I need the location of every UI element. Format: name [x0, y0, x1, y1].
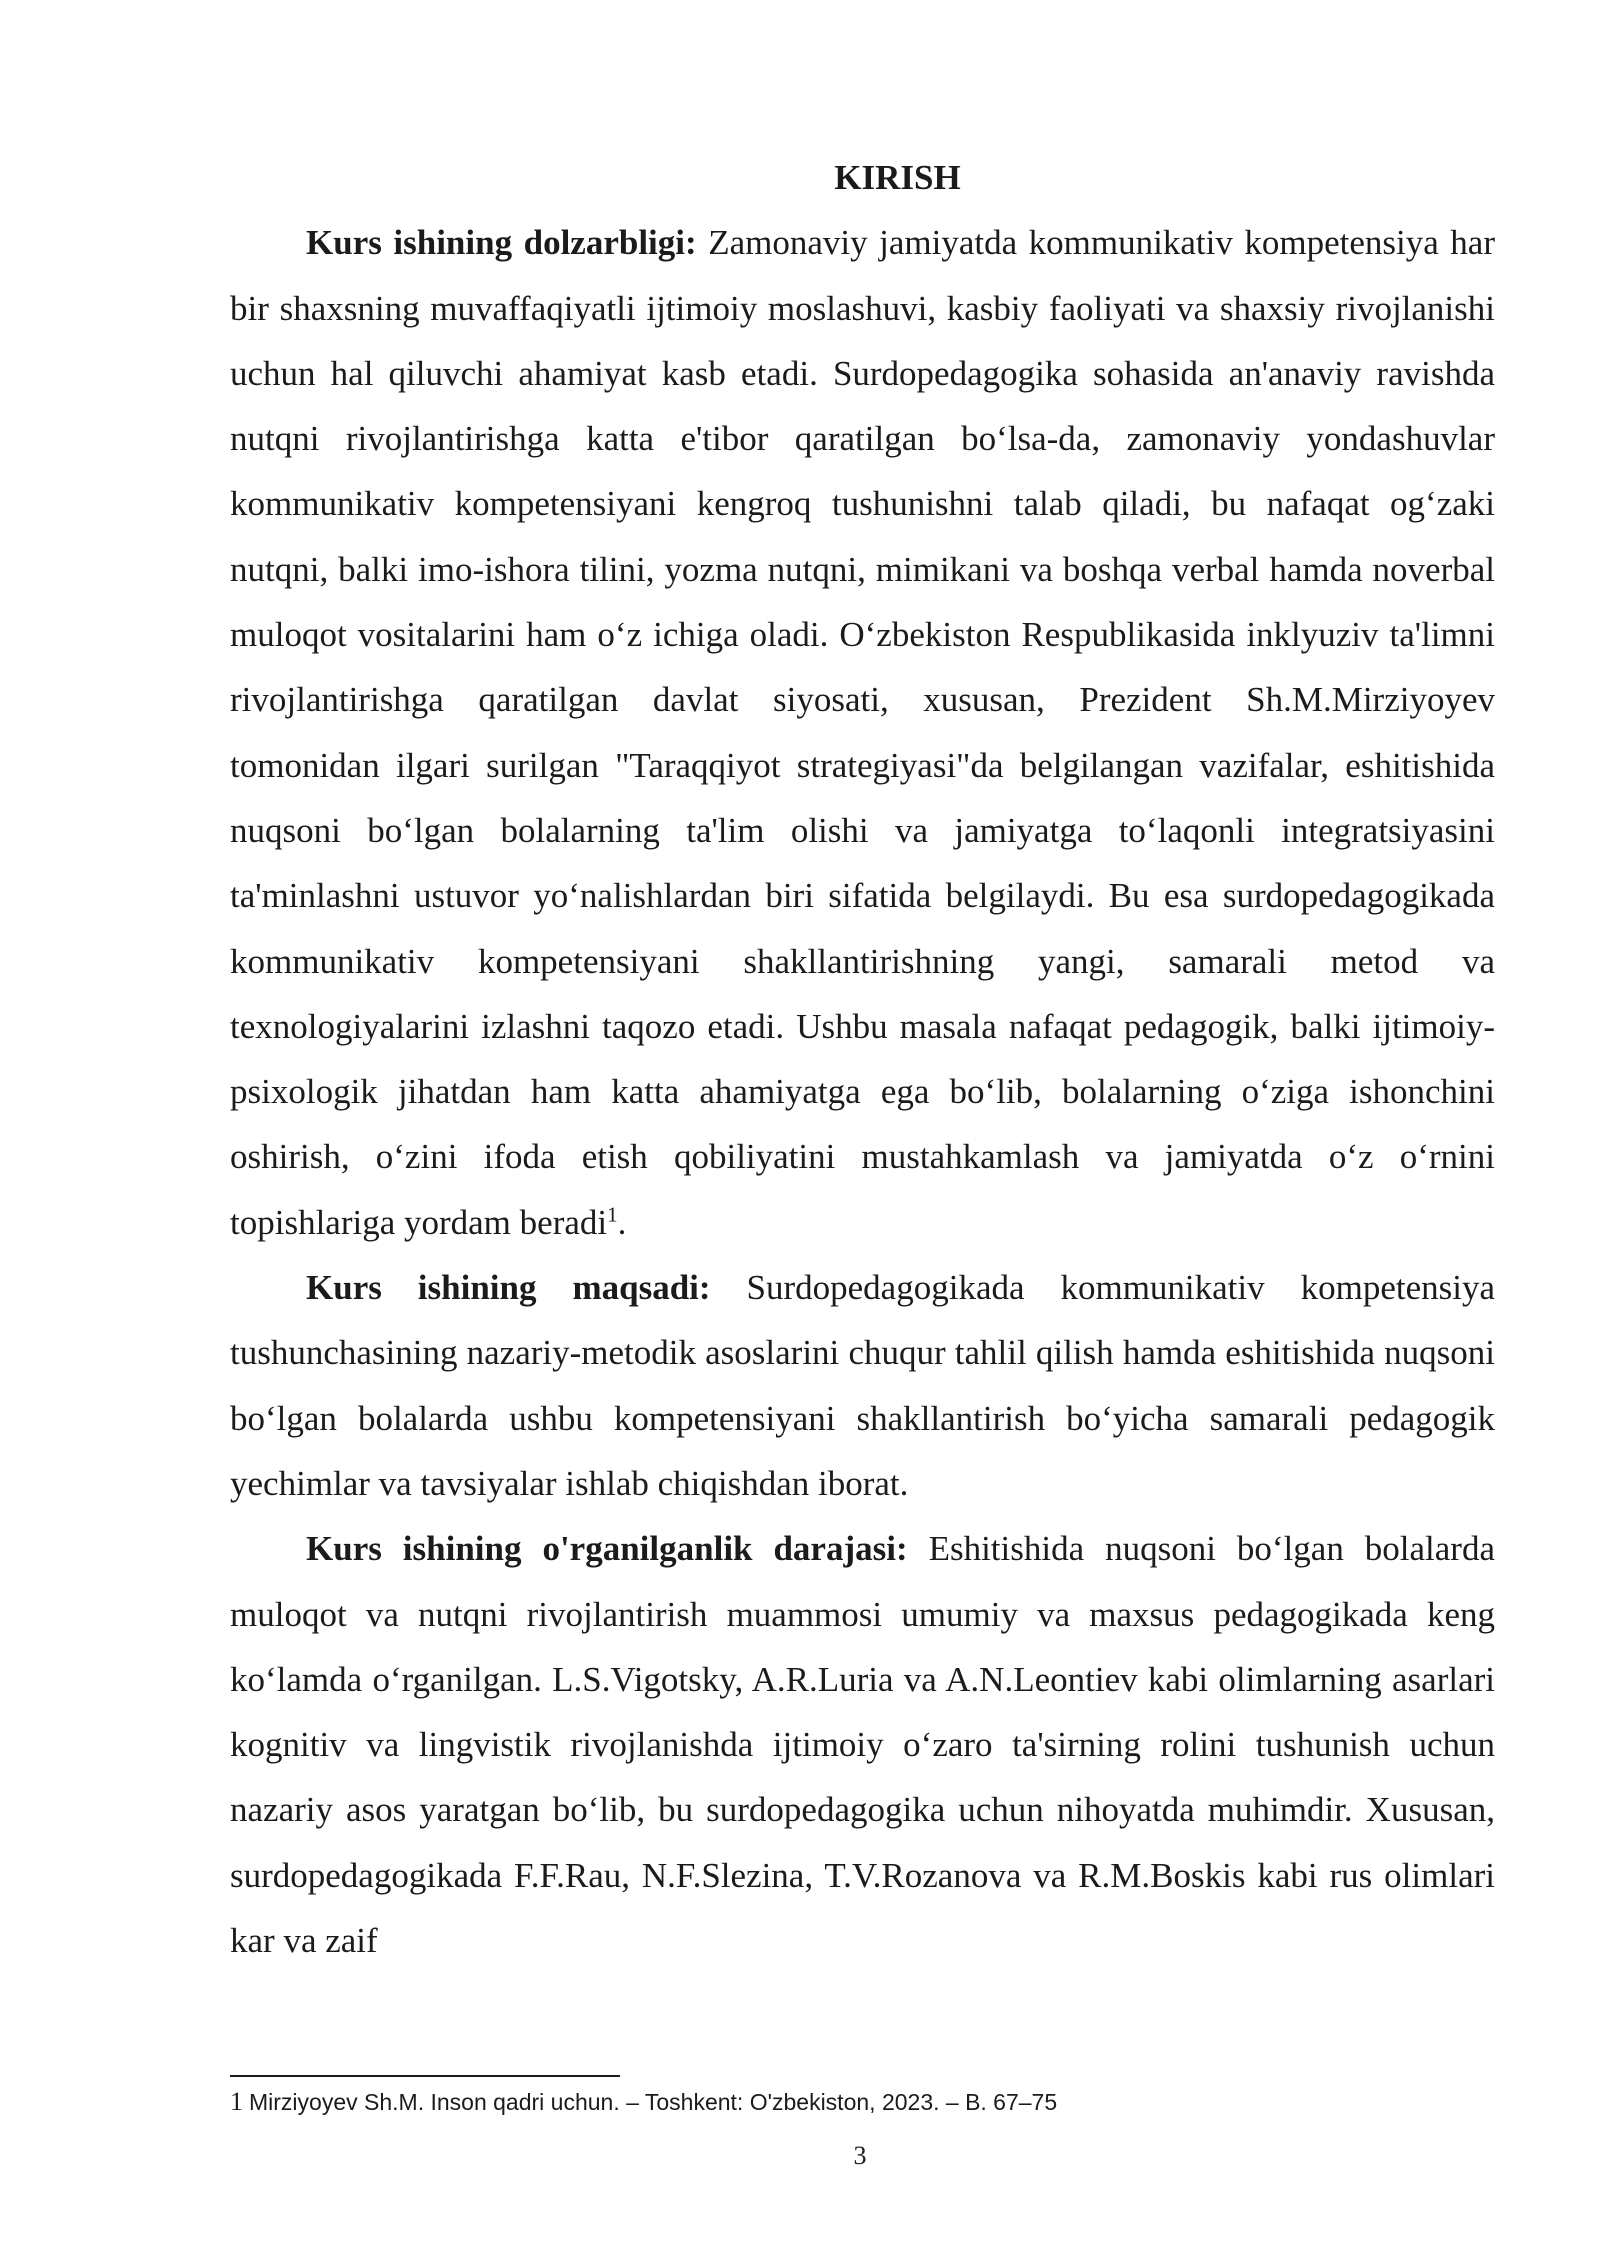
- footnote-reference[interactable]: 1: [607, 1202, 618, 1227]
- paragraph-text: Surdopedagogikada kommunikativ kompetensiya tushunchasining nazariy-metodik asoslarini chuqur tahlil qilish hamda eshitishida nuqsoni boʻlgan bolalarda ushbu kompetensiyani shakllantirish boʻyicha samarali pedagogik yechimlar va tavsiyalar ishlab chiqishdan iborat.: [230, 1268, 1495, 1503]
- section-heading: KIRISH: [834, 158, 961, 197]
- paragraph-text: Eshitishida nuqsoni boʻlgan bolalarda muloqot va nutqni rivojlantirish muammosi umumiy va maxsus pedagogikada keng koʻlamda oʻrganilgan. L.S.Vigotsky, A.R.Luria va A.N.Leontiev kabi olimlarning asarlari kognitiv va lingvistik rivojlanishda ijtimoiy oʻzaro ta'sirning rolini tushunish uchun nazariy asos yaratgan boʻlib, bu surdopedagogika uchun nihoyatda muhimdir. Xususan, surdopedagogikada F.F.Rau, N.F.Slezina, T.V.Rozanova va R.M.Boskis kabi rus olimlari kar va zaif: [230, 1529, 1495, 1961]
- footnote-separator: [230, 2075, 620, 2077]
- paragraph-study-level: [230, 1516, 1495, 1973]
- paragraph-goal: [230, 1255, 1495, 1516]
- paragraph-relevance: [230, 210, 1495, 1255]
- paragraph-tail: .: [617, 1202, 627, 1242]
- paragraph-lead: Kurs ishining o'rganilganlik darajasi:: [306, 1529, 908, 1569]
- footnote-number: 1: [230, 2087, 243, 2116]
- paragraph-lead: Kurs ishining dolzarbligi:: [306, 223, 697, 263]
- paragraph-lead: Kurs ishining maqsadi:: [306, 1268, 711, 1308]
- footnote: [230, 2087, 1495, 2118]
- body-text: [230, 145, 1495, 1973]
- footnote-text: Mirziyoyev Sh.M. Inson qadri uchun. – Toshkent: O'zbekiston, 2023. – B. 67–75: [249, 2089, 1058, 2115]
- paragraph-text: Zamonaviy jamiyatda kommunikativ kompetensiya har bir shaxsning muvaffaqiyatli ijtimoiy moslashuvi, kasbiy faoliyati va shaxsiy rivojlanishi uchun hal qiluvchi ahamiyat kasb etadi. Surdopedagogika sohasida an'anaviy ravishda nutqni rivojlantirishga katta e'tibor qaratilgan boʻlsa-da, zamonaviy yondashuvlar kommunikativ kompetensiyani kengroq tushunishni talab qiladi, bu nafaqat ogʻzaki nutqni, balki imo-ishora tilini, yozma nutqni, mimikani va boshqa verbal hamda noverbal muloqot vositalarini ham oʻz ichiga oladi. Oʻzbekiston Respublikasida inklyuziv ta'limni rivojlantirishga qaratilgan davlat siyosati, xususan, Prezident Sh.M.Mirziyoyev tomonidan ilgari surilgan "Taraqqiyot strategiyasi"da belgilangan vazifalar, eshitishida nuqsoni boʻlgan bolalarning ta'lim olishi va jamiyatga toʻlaqonli integratsiyasini ta'minlashni ustuvor yoʻnalishlardan biri sifatida belgilaydi. Bu esa surdopedagogikada kommunikativ kompetensiyani shakllantirishning yangi, samarali metod va texnologiyalarini izlashni taqozo etadi. Ushbu masala nafaqat pedagogik, balki ijtimoiy-psixologik jihatdan ham katta ahamiyatga ega boʻlib, bolalarning oʻziga ishonchini oshirish, oʻzini ifoda etish qobiliyatini mustahkamlash va jamiyatda oʻz oʻrnini topishlariga yordam beradi: [230, 223, 1496, 1242]
- page-number: 3: [853, 2141, 867, 2170]
